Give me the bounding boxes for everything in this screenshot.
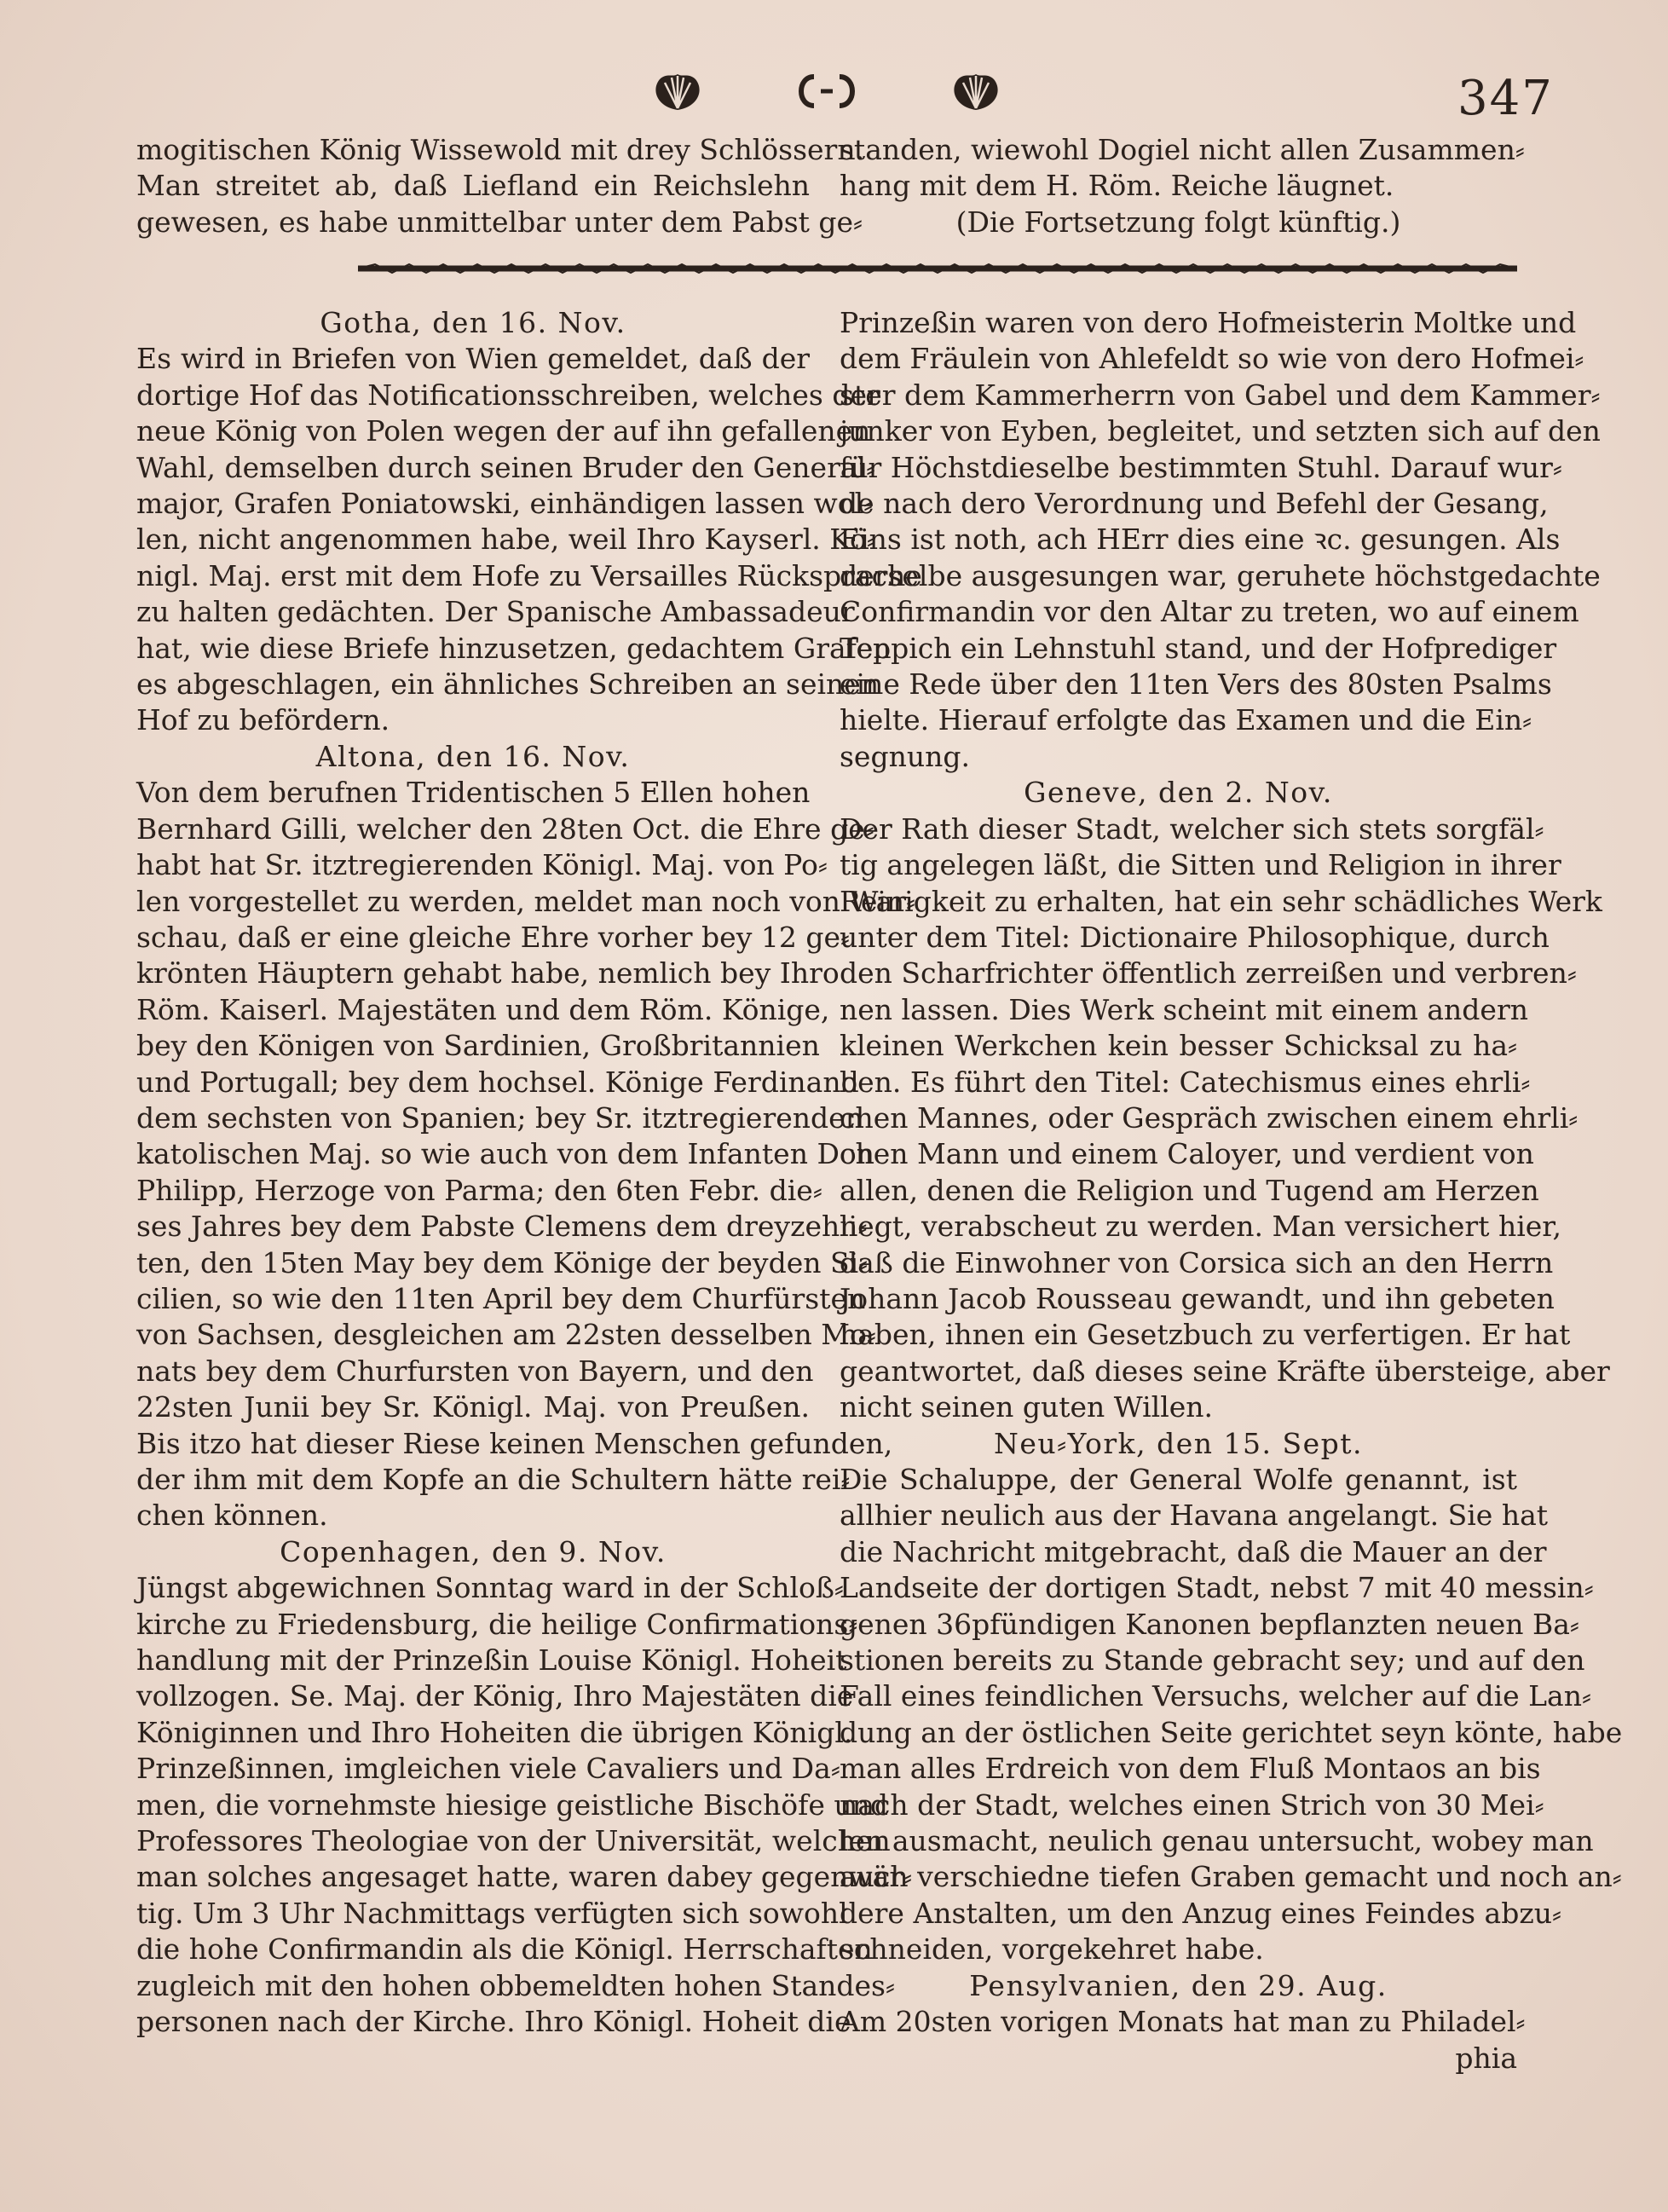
text-line: kleinen Werkchen kein besser Schicksal zu ha⸗ <box>840 1029 1517 1063</box>
text-line: chen Mannes, oder Gespräch zwischen einem ehrli⸗ <box>840 1100 1579 1135</box>
article-dateline: Gotha, den 16. Nov. <box>320 306 626 339</box>
section-divider <box>358 262 1517 274</box>
text-line: eine Rede über den 11ten Vers des 80sten Psalms <box>840 667 1552 702</box>
catchword: phia <box>1455 2041 1517 2075</box>
text-line: handlung mit der Prinzeßin Louise Königl. Hoheit <box>136 1643 847 1678</box>
text-line: Fall eines feindlichen Versuchs, welcher auf die Lan⸗ <box>840 1679 1591 1713</box>
text-line: len ausmacht, neulich genau untersucht, wobey man <box>840 1824 1594 1858</box>
text-line: tig angelegen läßt, die Sitten und Religion in ihrer <box>840 848 1561 882</box>
text-line: dem sechsten von Spanien; bey Sr. itztregierenden <box>136 1100 863 1135</box>
text-line: allen, denen die Religion und Tugend am Herzen <box>840 1173 1539 1207</box>
text-line: Prinzeßin waren von dero Hofmeisterin Moltke und <box>840 306 1577 339</box>
text-line: Eins ist noth, ach HErr dies eine ꝛc. gesungen. Als <box>840 523 1561 557</box>
text-line: auch verschiedne tiefen Graben gemacht und noch an⸗ <box>840 1860 1622 1894</box>
text-line: ses Jahres bey dem Pabste Clemens dem dreyzehn⸗ <box>136 1210 868 1244</box>
text-line: Bernhard Gilli, welcher den 28ten Oct. die Ehre ge⸗ <box>136 811 874 846</box>
text-line: schau, daß er eine gleiche Ehre vorher bey 12 ge⸗ <box>136 920 850 954</box>
text-line: chen können. <box>136 1499 328 1533</box>
text-line: Von dem berufnen Tridentischen 5 Ellen hohen <box>136 776 811 810</box>
text-line: Die Schaluppe, der General Wolfe genannt, ist <box>840 1463 1517 1496</box>
text-line: der ihm mit dem Kopfe an die Schultern hätte rei⸗ <box>136 1463 851 1496</box>
text-line: Reinigkeit zu erhalten, hat ein sehr schädliches Werk <box>840 884 1602 918</box>
text-line: die Nachricht mitgebracht, daß die Mauer an der <box>840 1534 1547 1568</box>
text-line: zu halten gedächten. Der Spanische Ambassadeur <box>136 595 855 629</box>
text-line: Bis itzo hat dieser Riese keinen Menschen gefunden, <box>136 1426 893 1460</box>
text-line: junker von Eyben, begleitet, und setzten sich auf den <box>840 414 1601 448</box>
text-line: katolischen Maj. so wie auch von dem Infanten Don <box>136 1137 875 1171</box>
text-line: den Scharfrichter öffentlich zerreißen und verbren⸗ <box>840 956 1577 990</box>
text-line: 22sten Junii bey Sr. Königl. Maj. von Preußen. <box>136 1390 810 1424</box>
article-dateline: Copenhagen, den 9. Nov. <box>280 1534 667 1568</box>
text-line: ten, den 15ten May bey dem Könige der beyden Si⸗ <box>136 1245 869 1279</box>
text-line: major, Grafen Poniatowski, einhändigen lassen wol⸗ <box>136 487 874 521</box>
continuation-note: (Die Fortsetzung folgt künftig.) <box>955 205 1401 239</box>
text-line: Der Rath dieser Stadt, welcher sich stets sorgfäl⸗ <box>840 811 1544 846</box>
text-line: Teppich ein Lehnstuhl stand, und der Hofprediger <box>840 631 1557 665</box>
text-line: Man streitet ab, daß Liefland ein Reichslehn <box>136 169 810 203</box>
text-line: derselbe ausgesungen war, geruhete höchstgedachte <box>840 558 1601 592</box>
text-line: Confirmandin vor den Altar zu treten, wo auf einem <box>840 595 1579 629</box>
text-line: mogitischen König Wissewold mit drey Schlössern. <box>136 133 865 166</box>
text-line: dere Anstalten, um den Anzug eines Feindes abzu⸗ <box>840 1896 1561 1930</box>
text-line: hat, wie diese Briefe hinzusetzen, gedachtem Grafen <box>136 631 892 665</box>
text-line: unter dem Titel: Dictionaire Philosophique, durch <box>840 920 1550 954</box>
text-line: nen lassen. Dies Werk scheint mit einem andern <box>840 992 1528 1026</box>
text-line: Professores Theologiae von der Universität, welchen <box>136 1824 891 1858</box>
text-line: dung an der östlichen Seite gerichtet seyn könte, habe <box>840 1715 1623 1749</box>
text-line: chen Mann und einem Caloyer, und verdient von <box>840 1137 1534 1171</box>
text-line: Hof zu befördern. <box>136 703 390 737</box>
text-line: kirche zu Friedensburg, die heilige Confirmations⸗ <box>136 1607 858 1641</box>
text-line: stionen bereits zu Stande gebracht sey; und auf den <box>840 1643 1585 1678</box>
text-line: haben, ihnen ein Gesetzbuch zu verfertigen. Er hat <box>840 1318 1571 1352</box>
text-line: Prinzeßinnen, imgleichen viele Cavaliers und Da⸗ <box>136 1752 840 1786</box>
article-dateline: Neu⸗York, den 15. Sept. <box>993 1426 1364 1460</box>
text-line: man alles Erdreich von dem Fluß Montaos an bis <box>840 1752 1541 1786</box>
scroll-knot-icon <box>788 72 865 111</box>
text-line: nigl. Maj. erst mit dem Hofe zu Versailles Rücksprache <box>136 558 922 592</box>
continued-article-right <box>840 132 1525 240</box>
article-dateline: Altona, den 16. Nov. <box>315 739 631 773</box>
article-dateline: Pensylvanien, den 29. Aug. <box>969 1968 1388 2002</box>
text-line: krönten Häuptern gehabt habe, nemlich bey Ihro <box>136 956 840 990</box>
text-line: nats bey dem Churfursten von Bayern, und den <box>136 1354 814 1388</box>
text-line: für Höchstdieselbe bestimmten Stuhl. Darauf wur⸗ <box>840 450 1562 484</box>
text-line: ster dem Kammerherrn von Gabel und dem Kammer⸗ <box>840 378 1601 412</box>
text-line: Johann Jacob Rousseau gewandt, und ihn gebeten <box>840 1281 1555 1315</box>
text-line: gewesen, es habe unmittelbar unter dem Pabst ge⸗ <box>136 205 863 239</box>
text-line: Wahl, demselben durch seinen Bruder den General⸗ <box>136 450 876 484</box>
text-line: bey den Königen von Sardinien, Großbritannien <box>136 1029 820 1063</box>
shell-icon <box>946 69 1006 113</box>
text-line: Landseite der dortigen Stadt, nebst 7 mit 40 messin⸗ <box>840 1571 1594 1605</box>
text-line: hang mit dem H. Röm. Reiche läugnet. <box>840 169 1394 203</box>
shell-icon <box>648 69 707 113</box>
text-line: allhier neulich aus der Havana angelangt. Sie hat <box>840 1499 1549 1533</box>
text-line: zugleich mit den hohen obbemeldten hohen Standes⸗ <box>136 1968 895 2002</box>
header-ornament <box>648 61 1006 121</box>
text-line: ben. Es führt den Titel: Catechismus eines ehrli⸗ <box>840 1065 1531 1099</box>
text-line: geantwortet, daß dieses seine Kräfte übersteige, aber <box>840 1354 1610 1388</box>
text-line: de nach dero Verordnung und Befehl der Gesang, <box>840 487 1549 521</box>
text-line: personen nach der Kirche. Ihro Königl. Hoheit die <box>136 2005 851 2039</box>
text-line: len vorgestellet zu werden, meldet man noch von War⸗ <box>136 884 916 918</box>
text-line: die hohe Confirmandin als die Königl. Herrschaften <box>136 1932 873 1967</box>
text-line: nicht seinen guten Willen. <box>840 1390 1214 1424</box>
text-line: liegt, verabscheut zu werden. Man versichert hier, <box>840 1210 1561 1244</box>
text-line: cilien, so wie den 11ten April bey dem Churfürsten <box>136 1281 866 1315</box>
text-line: Königinnen und Ihro Hoheiten die übrigen Königl. <box>136 1715 853 1749</box>
text-line: standen, wiewohl Dogiel nicht allen Zusammen⸗ <box>840 133 1525 166</box>
text-line: segnung. <box>840 739 970 773</box>
text-line: dem Fräulein von Ahlefeldt so wie von dero Hofmei⸗ <box>840 342 1584 376</box>
text-line: habt hat Sr. itztregierenden Königl. Maj. von Po⸗ <box>136 848 828 882</box>
text-line: Jüngst abgewichnen Sonntag ward in der Schloß⸗ <box>136 1571 844 1605</box>
text-line: hielte. Hierauf erfolgte das Examen und die Ein⸗ <box>840 703 1532 737</box>
page-number: 347 <box>1457 71 1554 126</box>
text-line: von Sachsen, desgleichen am 22sten desselben Mo⸗ <box>136 1318 876 1352</box>
text-line: Röm. Kaiserl. Majestäten und dem Röm. Könige, <box>136 992 830 1026</box>
text-line: man solches angesaget hatte, waren dabey gegenwär⸗ <box>136 1860 913 1894</box>
text-line: tig. Um 3 Uhr Nachmittags verfügten sich sowohl <box>136 1896 848 1930</box>
continued-article-left <box>136 132 865 240</box>
text-line: es abgeschlagen, ein ähnliches Schreiben an seinen <box>136 667 880 702</box>
text-line: len, nicht angenommen habe, weil Ihro Kayserl. Kö⸗ <box>136 523 876 557</box>
text-line: Am 20sten vorigen Monats hat man zu Philadel⸗ <box>840 2005 1526 2039</box>
text-line: neue König von Polen wegen der auf ihn gefallenen <box>136 414 871 448</box>
text-line: dortige Hof das Notificationsschreiben, welches der <box>136 378 880 412</box>
right-column <box>840 305 1623 2076</box>
text-line: und Portugall; bey dem hochsel. Könige Ferdinand <box>136 1065 859 1099</box>
text-line: Philipp, Herzoge von Parma; den 6ten Febr. die⸗ <box>136 1173 822 1207</box>
text-line: vollzogen. Se. Maj. der König, Ihro Majestäten die <box>136 1679 854 1713</box>
text-line: Es wird in Briefen von Wien gemeldet, daß der <box>136 342 810 376</box>
text-line: nach der Stadt, welches einen Strich von 30 Mei⸗ <box>840 1788 1544 1822</box>
text-line: daß die Einwohner von Corsica sich an den Herrn <box>840 1245 1554 1279</box>
text-line: schneiden, vorgekehret habe. <box>840 1932 1264 1967</box>
article-dateline: Geneve, den 2. Nov. <box>1024 776 1333 810</box>
text-line: men, die vornehmste hiesige geistliche Bischöfe und <box>136 1788 889 1822</box>
text-line: genen 36pfündigen Kanonen bepflanzten neuen Ba⸗ <box>840 1607 1579 1641</box>
